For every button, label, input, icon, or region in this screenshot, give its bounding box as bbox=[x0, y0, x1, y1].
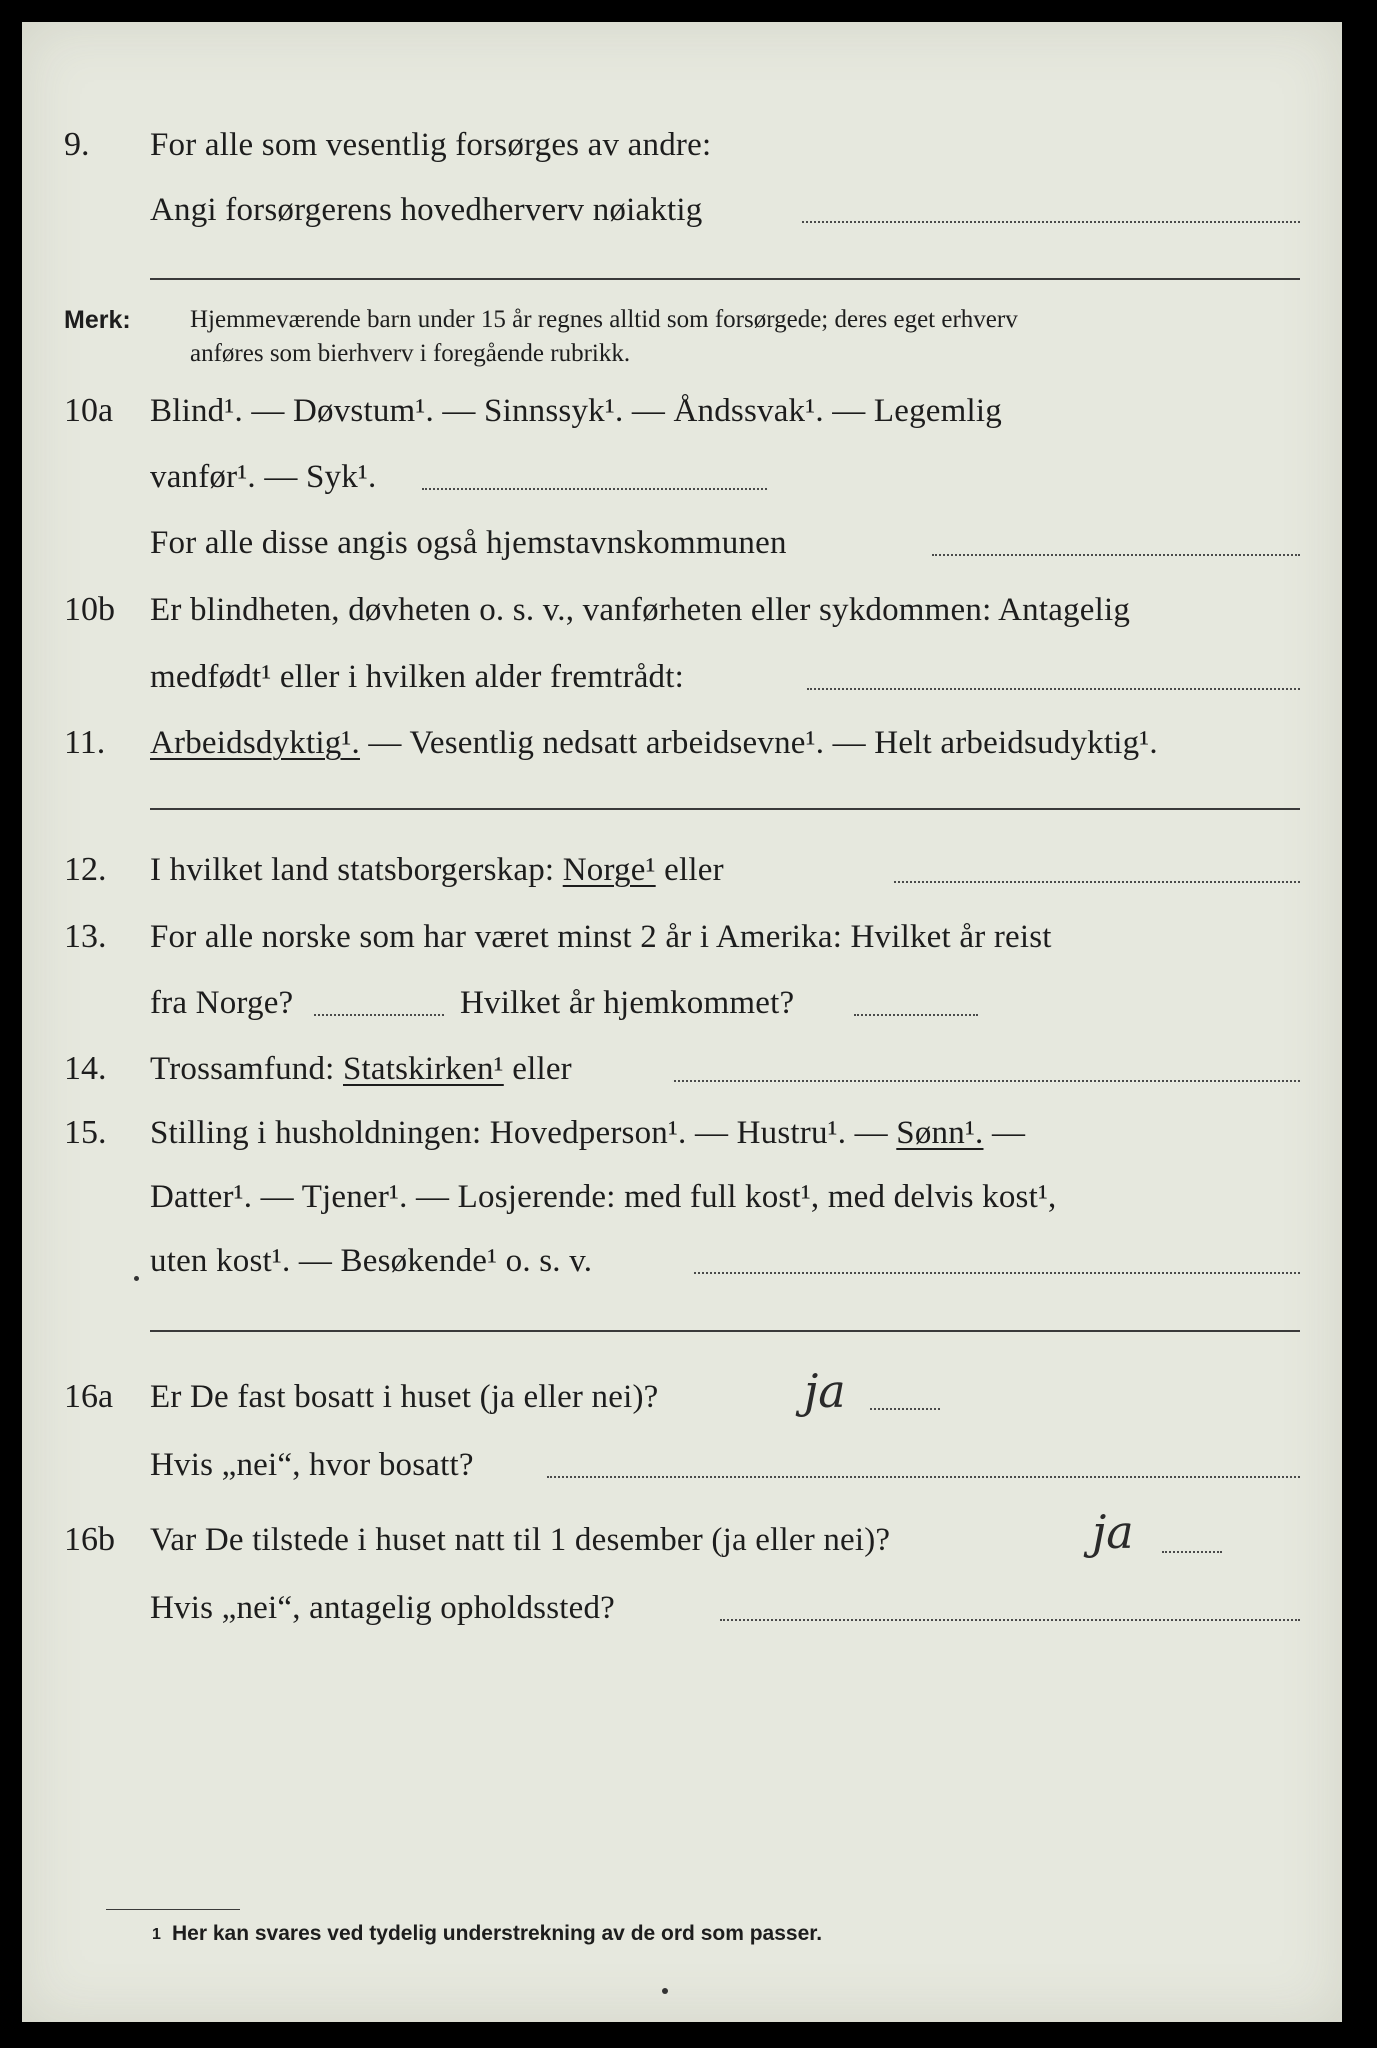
q16b-row-2 bbox=[22, 1583, 1342, 1633]
q14-tail: eller bbox=[512, 1051, 572, 1087]
q10a-text-1: Blind¹. — Døvstum¹. — Sinnssyk¹. — Åndssvak¹. — Legemlig bbox=[150, 393, 1002, 429]
q16b-answer-line[interactable] bbox=[1162, 1551, 1222, 1553]
q11-option-arbeidsdyktig[interactable]: Arbeidsdyktig¹. bbox=[150, 725, 360, 761]
q13-row-2 bbox=[22, 978, 1342, 1028]
q9-number: 9. bbox=[64, 126, 90, 163]
q16b-row-1 bbox=[22, 1505, 1342, 1565]
q10b-number: 10b bbox=[64, 591, 115, 628]
q16b-text-1: Var De tilstede i huset natt til 1 desember (ja eller nei)? bbox=[150, 1522, 891, 1558]
footnote-separator bbox=[106, 1909, 240, 1910]
q14-number: 14. bbox=[64, 1050, 107, 1087]
q16a-number: 16a bbox=[64, 1378, 114, 1415]
q9-text-1: For alle som vesentlig forsørges av andre: bbox=[150, 127, 712, 163]
q16a-answer-line[interactable] bbox=[870, 1408, 940, 1410]
q10a-text-3: For alle disse angis også hjemstavnskommunen bbox=[150, 525, 787, 561]
q16a-bosatt-line[interactable] bbox=[547, 1476, 1300, 1478]
q12-option-norge[interactable]: Norge¹ bbox=[562, 852, 656, 888]
census-form-page bbox=[22, 22, 1342, 2022]
q10a-text-2: vanfør¹. — Syk¹. bbox=[150, 459, 377, 495]
q11-text-rest: — Vesentlig nedsatt arbeidsevne¹. — Helt arbeidsudyktig¹. bbox=[359, 725, 1158, 761]
paper-speck bbox=[662, 1988, 668, 1994]
q15-text-1 bbox=[150, 1108, 1025, 1158]
q15-option-sonn[interactable]: Sønn¹. bbox=[896, 1115, 984, 1151]
footnote-mark: 1 bbox=[152, 1926, 161, 1943]
q13-text-2b: Hvilket år hjemkommet? bbox=[460, 985, 795, 1021]
q10a-row-1 bbox=[22, 386, 1342, 436]
q12-answer-line[interactable] bbox=[894, 881, 1300, 883]
q10b-text-2: medfødt¹ eller i hvilken alder fremtrådt: bbox=[150, 659, 684, 695]
q10b-row-2 bbox=[22, 652, 1342, 702]
q14-text bbox=[150, 1044, 572, 1094]
q12-question: I hvilket land statsborgerskap: bbox=[150, 852, 555, 888]
q16a-handwritten-answer: ja bbox=[804, 1364, 846, 1418]
merk-text-2: anføres som bierhverv i foregående rubrikk. bbox=[190, 340, 631, 367]
merk-label: Merk: bbox=[64, 306, 131, 334]
q11-answer-line[interactable] bbox=[150, 808, 1300, 810]
q9-answer-line-2[interactable] bbox=[150, 278, 1300, 280]
merk-row-2 bbox=[22, 335, 1342, 375]
q11-number: 11. bbox=[64, 724, 106, 761]
q16b-opholdssted-line[interactable] bbox=[720, 1619, 1300, 1621]
q10a-row-2 bbox=[22, 452, 1342, 502]
q11-text bbox=[150, 718, 1158, 768]
merk-text-1: Hjemmeværende barn under 15 år regnes alltid som forsørgede; deres eget erhverv bbox=[190, 306, 1018, 333]
q14-option-statskirken[interactable]: Statskirken¹ bbox=[343, 1051, 504, 1087]
q13-row-1 bbox=[22, 912, 1342, 962]
q10b-text-1: Er blindheten, døvheten o. s. v., vanførheten eller sykdommen: Antagelig bbox=[150, 592, 1131, 628]
q11-row bbox=[22, 718, 1342, 768]
q15-answer-line[interactable] bbox=[694, 1272, 1300, 1274]
q16a-row-1 bbox=[22, 1364, 1342, 1422]
q15-row-2 bbox=[22, 1172, 1342, 1222]
q12-row bbox=[22, 845, 1342, 895]
q14-row bbox=[22, 1044, 1342, 1094]
q16b-handwritten-answer: ja bbox=[1092, 1505, 1134, 1559]
q12-tail: eller bbox=[664, 852, 724, 888]
q10a-syk-line[interactable] bbox=[422, 488, 767, 490]
q15-text-3: uten kost¹. — Besøkende¹ o. s. v. bbox=[150, 1243, 593, 1279]
paper-speck-2 bbox=[134, 1276, 139, 1281]
q16b-number: 16b bbox=[64, 1521, 115, 1558]
q13-text-2a: fra Norge? bbox=[150, 985, 294, 1021]
q9-answer-line[interactable] bbox=[802, 221, 1300, 223]
q9-row-2 bbox=[22, 185, 1342, 235]
q10b-answer-line[interactable] bbox=[807, 688, 1300, 690]
q9-row-1 bbox=[22, 120, 1342, 170]
q12-text bbox=[150, 845, 724, 895]
q14-question: Trossamfund: bbox=[150, 1051, 335, 1087]
q13-number: 13. bbox=[64, 918, 107, 955]
q13-hjemkommet-line[interactable] bbox=[854, 1014, 978, 1016]
q15-row-3 bbox=[22, 1236, 1342, 1286]
q15-number: 15. bbox=[64, 1114, 107, 1151]
q12-number: 12. bbox=[64, 851, 107, 888]
q15-text-1a: Stilling i husholdningen: Hovedperson¹. — Hustru¹. — bbox=[150, 1115, 888, 1151]
q16b-text-2: Hvis „nei“, antagelig opholdssted? bbox=[150, 1590, 616, 1626]
q15-text-1b: — bbox=[983, 1115, 1026, 1151]
q16a-text-1: Er De fast bosatt i huset (ja eller nei)? bbox=[150, 1379, 659, 1415]
q10a-number: 10a bbox=[64, 392, 114, 429]
q13-text-1: For alle norske som har været minst 2 år i Amerika: Hvilket år reist bbox=[150, 919, 1052, 955]
q13-reist-line[interactable] bbox=[314, 1014, 444, 1016]
q10a-kommune-line[interactable] bbox=[932, 554, 1300, 556]
q10a-row-3 bbox=[22, 518, 1342, 568]
q15-row-1 bbox=[22, 1108, 1342, 1158]
q15-answer-line-2[interactable] bbox=[150, 1330, 1300, 1332]
footnote-text: Her kan svares ved tydelig understrekning av de ord som passer. bbox=[172, 1922, 823, 1945]
q16a-text-2: Hvis „nei“, hvor bosatt? bbox=[150, 1447, 474, 1483]
q16a-row-2 bbox=[22, 1440, 1342, 1490]
q9-text-2: Angi forsørgerens hovedherverv nøiaktig bbox=[150, 192, 703, 228]
q15-text-2: Datter¹. — Tjener¹. — Losjerende: med full kost¹, med delvis kost¹, bbox=[150, 1179, 1057, 1215]
q10b-row-1 bbox=[22, 585, 1342, 635]
q14-answer-line[interactable] bbox=[674, 1080, 1300, 1082]
